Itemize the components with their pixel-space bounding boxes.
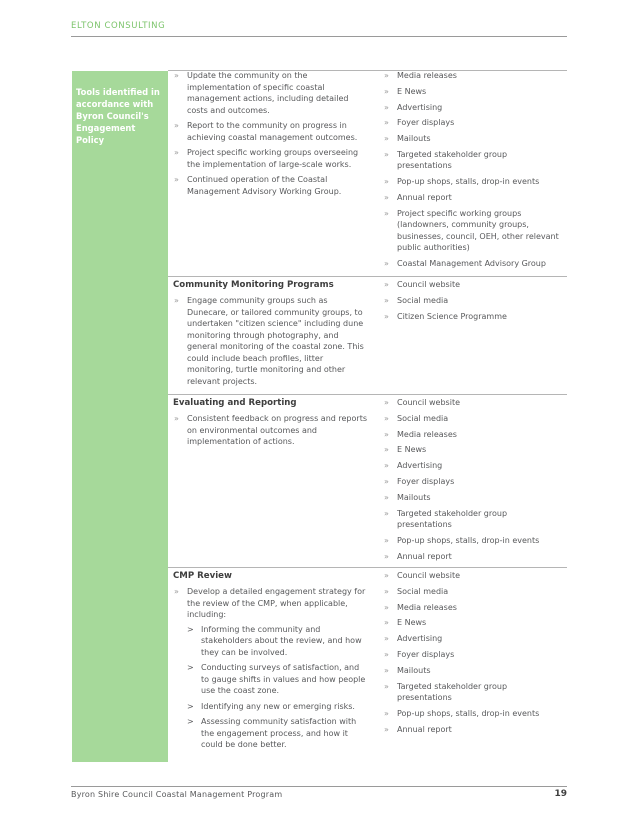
tool-item: » Mailouts <box>383 665 563 677</box>
tool-item: » Targeted stakeholder group presentations <box>383 681 563 704</box>
row-actions <box>173 70 369 201</box>
tool-item: » Social media <box>383 295 563 307</box>
tool-item: » Advertising <box>383 460 563 472</box>
action-item: » Report to the community on progress in achieving coastal management outcomes. <box>173 120 369 143</box>
action-text: Develop a detailed engagement strategy for the review of the CMP, when applicable, including: <box>187 587 366 619</box>
sub-action-item: > Conducting surveys of satisfaction, and to gauge shifts in values and how people use the coast zone. <box>187 662 369 697</box>
tool-item: » Media releases <box>383 602 563 614</box>
tool-item: » E News <box>383 444 563 456</box>
action-item: » Consistent feedback on progress and reports on environmental outcomes and implementation of actions. <box>173 413 369 448</box>
tool-item: » Pop-up shops, stalls, drop-in events <box>383 535 563 547</box>
tool-item: » Advertising <box>383 633 563 645</box>
tool-item: » Mailouts <box>383 492 563 504</box>
tool-item: » Social media <box>383 586 563 598</box>
sidebar-label: Tools identified in accordance with Byron Council's Engagement Policy <box>76 87 160 145</box>
section-title: Community Monitoring Programs <box>173 280 334 290</box>
tool-item: » Targeted stakeholder group presentations <box>383 149 563 172</box>
page-number: 19 <box>554 789 567 799</box>
action-item: » Project specific working groups overseeing the implementation of large-scale works. <box>173 147 369 170</box>
table-rule <box>168 276 567 277</box>
tool-item: » Targeted stakeholder group presentations <box>383 508 563 531</box>
sub-action-item: > Assessing community satisfaction with the engagement process, and how it could be done better. <box>187 716 369 751</box>
tool-item: » Social media <box>383 413 563 425</box>
row-tools <box>383 570 563 739</box>
row-tools <box>383 279 563 326</box>
row-actions <box>173 397 369 452</box>
tool-item: » Media releases <box>383 429 563 441</box>
section-title: Evaluating and Reporting <box>173 398 297 408</box>
tool-item: » E News <box>383 86 563 98</box>
sub-action-item: > Identifying any new or emerging risks. <box>187 701 369 713</box>
row-tools <box>383 70 563 274</box>
tool-item: » Annual report <box>383 551 563 563</box>
tool-item: » E News <box>383 617 563 629</box>
footer-rule <box>71 786 567 787</box>
tool-item: » Advertising <box>383 102 563 114</box>
tool-item: » Pop-up shops, stalls, drop-in events <box>383 708 563 720</box>
tool-item: » Council website <box>383 279 563 291</box>
table-rule <box>168 567 567 568</box>
row-actions <box>173 570 369 755</box>
tool-item: » Foyer displays <box>383 476 563 488</box>
tool-item: » Mailouts <box>383 133 563 145</box>
section-title: CMP Review <box>173 571 232 581</box>
header-rule <box>71 36 567 37</box>
tool-item: » Council website <box>383 397 563 409</box>
tool-item: » Annual report <box>383 192 563 204</box>
tool-item: » Project specific working groups (landowners, community groups, businesses, council, OEH, other relevant public authorities) <box>383 208 563 254</box>
tool-item: » Annual report <box>383 724 563 736</box>
tool-item: » Council website <box>383 570 563 582</box>
table-rule <box>168 394 567 395</box>
action-item <box>173 586 369 751</box>
action-item: » Continued operation of the Coastal Management Advisory Working Group. <box>173 174 369 197</box>
action-item: » Update the community on the implementation of specific coastal management actions, including detailed costs and outcomes. <box>173 70 369 116</box>
sub-action-item: > Informing the community and stakeholders about the review, and how they can be involved. <box>187 624 369 659</box>
row-tools <box>383 397 563 566</box>
tool-item: » Citizen Science Programme <box>383 311 563 323</box>
header-company: ELTON CONSULTING <box>71 21 166 31</box>
footer-title: Byron Shire Council Coastal Management Program <box>71 790 283 799</box>
action-item: » Engage community groups such as Dunecare, or tailored community groups, to undertaken "citizen science" including dune monitoring through photography, and general monitoring of the coastal zone. This could include beach profiles, litter monitoring, turtle monitoring and other relevant projects. <box>173 295 369 387</box>
tool-item: » Pop-up shops, stalls, drop-in events <box>383 176 563 188</box>
tool-item: » Foyer displays <box>383 117 563 129</box>
tool-item: » Media releases <box>383 70 563 82</box>
tool-item: » Coastal Management Advisory Group <box>383 258 563 270</box>
tool-item: » Foyer displays <box>383 649 563 661</box>
row-actions <box>173 279 369 391</box>
sidebar-panel <box>72 71 168 762</box>
